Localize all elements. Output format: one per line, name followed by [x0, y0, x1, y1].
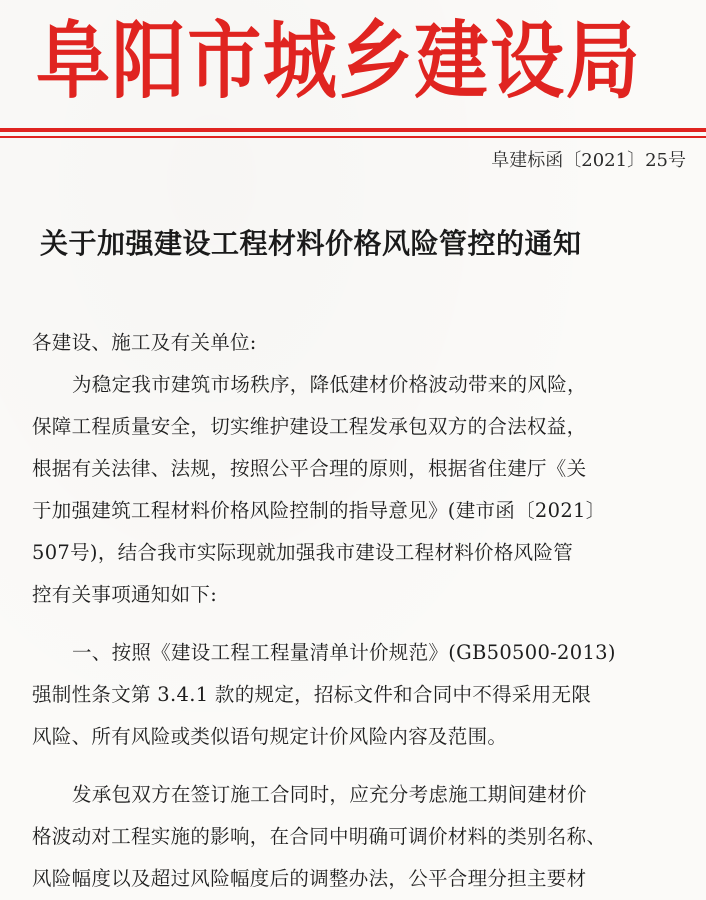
- paragraph-1-line-2: 保障工程质量安全，切实维护建设工程发承包双方的合法权益，: [32, 415, 587, 438]
- paragraph-1-line-4: 于加强建筑工程材料价格风险控制的指导意见》(建市函〔2021〕: [32, 499, 606, 522]
- document-number: 阜建标函〔2021〕25号: [491, 150, 686, 171]
- paragraph-1-line-6: 控有关事项通知如下:: [32, 583, 218, 606]
- paragraph-3-line-1: 发承包双方在签订施工合同时，应充分考虑施工期间建材价: [72, 783, 587, 806]
- salutation: 各建设、施工及有关单位:: [32, 331, 257, 354]
- paragraph-1-line-5: 507号)，结合我市实际现就加强我市建设工程材料价格风险管: [32, 541, 574, 564]
- paragraph-2-line-3: 风险、所有风险或类似语句规定计价风险内容及范围。: [32, 725, 508, 748]
- paragraph-2-line-1: 一、按照《建设工程工程量清单计价规范》(GB50500-2013): [72, 641, 616, 664]
- paragraph-1-line-1: 为稳定我市建筑市场秩序，降低建材价格波动带来的风险，: [72, 373, 587, 396]
- letterhead-rule-thin: [0, 136, 706, 138]
- paragraph-2-line-2: 强制性条文第 3.4.1 款的规定，招标文件和合同中不得采用无限: [32, 683, 592, 706]
- paragraph-1-line-3: 根据有关法律、法规，按照公平合理的原则，根据省住建厅《关: [32, 457, 587, 480]
- paragraph-3-line-2: 格波动对工程实施的影响，在合同中明确可调价材料的类别名称、: [32, 825, 607, 848]
- letterhead-rule-thick: [0, 128, 706, 132]
- document-title: 关于加强建设工程材料价格风险管控的通知: [40, 227, 582, 260]
- agency-letterhead: 阜阳市城乡建设局: [36, 11, 642, 110]
- paragraph-3-line-3: 风险幅度以及超过风险幅度后的调整办法，公平合理分担主要材: [32, 867, 587, 890]
